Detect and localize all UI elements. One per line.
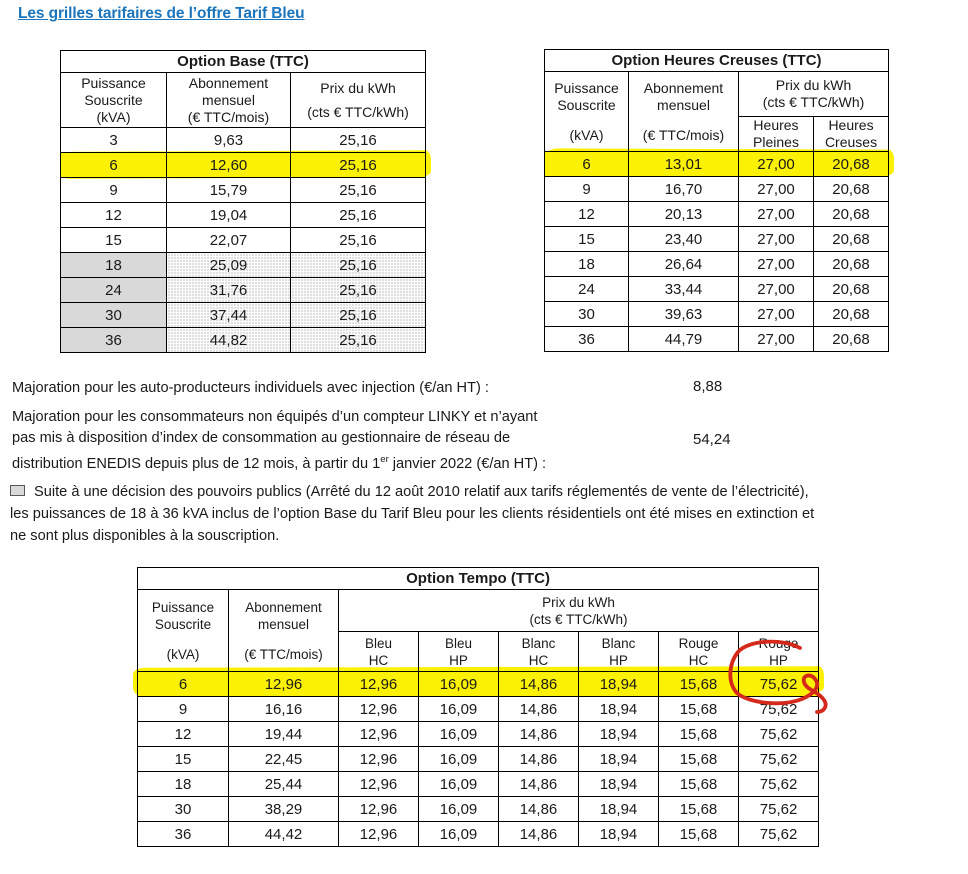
- table-row: [61, 178, 426, 203]
- table-row: [61, 328, 426, 353]
- majoration-injection-text: Majoration pour les auto-producteurs individuels avec injection (€/an HT) :: [12, 380, 489, 396]
- header-line: Rouge: [758, 635, 799, 651]
- header-line: (€ TTC/mois): [244, 646, 323, 662]
- header-line: mensuel: [202, 91, 255, 108]
- header-line: Puissance: [81, 74, 146, 91]
- table-cell: 30: [61, 303, 167, 328]
- header-line: Creuses: [824, 134, 878, 150]
- header-line: Puissance: [151, 599, 215, 615]
- table-row: [138, 722, 819, 747]
- table-cell: 12,96: [339, 722, 419, 747]
- line3-pre: distribution ENEDIS depuis plus de 12 mois, à partir du 1: [12, 455, 381, 472]
- col-header-abonnement: [229, 590, 339, 672]
- header-line: (kVA): [166, 646, 200, 662]
- table-cell: 20,68: [814, 252, 889, 277]
- col-header-heures-pleines: [739, 117, 814, 152]
- col-header-blanc-hp: [579, 632, 659, 672]
- table-cell: 36: [61, 328, 167, 353]
- table-row: [138, 697, 819, 722]
- header-line: Heures: [828, 117, 874, 133]
- table-cell: 20,68: [814, 202, 889, 227]
- table-cell: 13,01: [629, 152, 739, 177]
- line3-post: janvier 2022 (€/an HT) :: [388, 455, 547, 472]
- header-line: Pleines: [753, 134, 799, 150]
- header-line: Abonnement: [245, 599, 322, 615]
- table-header-row: [138, 590, 819, 632]
- header-line: HC: [528, 652, 549, 668]
- table-row: [138, 747, 819, 772]
- table-cell: 18,94: [579, 697, 659, 722]
- extinction-note-line3: ne sont plus disponibles à la souscription.: [10, 528, 280, 544]
- table-cell: 18,94: [579, 747, 659, 772]
- table-cell: 27,00: [739, 202, 814, 227]
- table-cell: 27,00: [739, 327, 814, 352]
- table-cell: 36: [545, 327, 629, 352]
- majoration-linky-line3: [12, 449, 546, 475]
- table-cell: 25,16: [291, 153, 426, 178]
- table-title: Option Tempo (TTC): [138, 568, 819, 590]
- option-base-table: [60, 50, 426, 353]
- table-row: [138, 797, 819, 822]
- col-header-puissance: [545, 72, 629, 152]
- table-cell: 9,63: [167, 128, 291, 153]
- table-cell: 25,16: [291, 228, 426, 253]
- table-title-row: [545, 50, 889, 72]
- header-line: Prix du kWh: [320, 79, 396, 96]
- majoration-injection-paragraph: [12, 378, 489, 399]
- table-cell: 38,29: [229, 797, 339, 822]
- table-cell: 15: [545, 227, 629, 252]
- note-line1-text: Suite à une décision des pouvoirs publics (Arrêté du 12 août 2010 relatif aux tarifs réglementés de vente de l’électricité),: [34, 484, 809, 500]
- table-cell: 20,68: [814, 327, 889, 352]
- table-cell: 15: [61, 228, 167, 253]
- table-cell: 18,94: [579, 822, 659, 847]
- col-header-bleu-hp: [419, 632, 499, 672]
- table-cell: 25,16: [291, 253, 426, 278]
- header-line: Blanc: [601, 635, 636, 651]
- extinct-legend-square-icon: [10, 485, 25, 496]
- header-line: Abonnement: [188, 74, 269, 91]
- table-row: [545, 227, 889, 252]
- table-cell: 16,09: [419, 772, 499, 797]
- header-line: Heures: [753, 117, 799, 133]
- table-cell: 12,96: [339, 797, 419, 822]
- table-cell: 9: [61, 178, 167, 203]
- header-line: (kVA): [96, 108, 131, 125]
- majoration-linky-line1: Majoration pour les consommateurs non équipés d’un compteur LINKY et n’ayant: [12, 409, 538, 425]
- table-cell: 16,09: [419, 697, 499, 722]
- table-cell: 31,76: [167, 278, 291, 303]
- table-row: [545, 302, 889, 327]
- col-header-puissance: [61, 73, 167, 128]
- table-cell: 20,68: [814, 152, 889, 177]
- table-cell: 12,96: [339, 747, 419, 772]
- option-heures-creuses-table: [544, 49, 889, 352]
- table-cell: 12: [138, 722, 229, 747]
- table-row: [138, 672, 819, 697]
- table-header-row: [545, 72, 889, 117]
- table-cell: 15,79: [167, 178, 291, 203]
- table-title-row: [61, 51, 426, 73]
- header-line: Souscrite: [84, 91, 143, 108]
- table-cell: 14,86: [499, 697, 579, 722]
- header-line: HC: [688, 652, 709, 668]
- table-cell: 6: [61, 153, 167, 178]
- majoration-linky-paragraph: [12, 407, 546, 475]
- table-cell: 16,09: [419, 797, 499, 822]
- table-cell: 44,79: [629, 327, 739, 352]
- table-cell: 15,68: [659, 797, 739, 822]
- table-cell: 6: [138, 672, 229, 697]
- header-line: Puissance: [554, 79, 619, 96]
- col-header-rouge-hc: [659, 632, 739, 672]
- col-header-puissance: [138, 590, 229, 672]
- table-cell: 16,09: [419, 747, 499, 772]
- table-cell: 75,62: [739, 672, 819, 697]
- table-cell: 30: [545, 302, 629, 327]
- table-cell: 16,16: [229, 697, 339, 722]
- table-cell: 24: [61, 278, 167, 303]
- table-cell: 19,44: [229, 722, 339, 747]
- table-row: [138, 822, 819, 847]
- table-row: [61, 153, 426, 178]
- table-cell: 18,94: [579, 722, 659, 747]
- table-cell: 37,44: [167, 303, 291, 328]
- table-cell: 20,13: [629, 202, 739, 227]
- table-cell: 12: [61, 203, 167, 228]
- table-row: [61, 228, 426, 253]
- table-cell: 44,82: [167, 328, 291, 353]
- table-cell: 33,44: [629, 277, 739, 302]
- table-cell: 15,68: [659, 747, 739, 772]
- table-cell: 15,68: [659, 672, 739, 697]
- header-line: Bleu: [444, 635, 473, 651]
- table-title-row: [138, 568, 819, 590]
- table-cell: 20,68: [814, 227, 889, 252]
- line3-superscript: er: [380, 454, 389, 465]
- header-line: mensuel: [257, 616, 310, 632]
- table-cell: 12,60: [167, 153, 291, 178]
- table-cell: 14,86: [499, 797, 579, 822]
- table-cell: 12,96: [339, 822, 419, 847]
- table-row: [61, 128, 426, 153]
- table-cell: 27,00: [739, 277, 814, 302]
- header-line: Souscrite: [154, 616, 212, 632]
- table-row: [545, 177, 889, 202]
- col-header-blanc-hc: [499, 632, 579, 672]
- table-cell: 9: [138, 697, 229, 722]
- col-header-prix-kwh: [291, 73, 426, 128]
- table-cell: 27,00: [739, 177, 814, 202]
- table-cell: 27,00: [739, 152, 814, 177]
- table-cell: 14,86: [499, 672, 579, 697]
- table-cell: 14,86: [499, 822, 579, 847]
- table-cell: 14,86: [499, 772, 579, 797]
- majoration-injection-value: 8,88: [693, 378, 723, 395]
- table-row: [61, 253, 426, 278]
- table-cell: 75,62: [739, 822, 819, 847]
- header-line: HP: [449, 652, 468, 668]
- table-cell: 3: [61, 128, 167, 153]
- table-cell: 27,00: [739, 227, 814, 252]
- table-cell: 75,62: [739, 772, 819, 797]
- col-header-abonnement: [629, 72, 739, 152]
- table-cell: 24: [545, 277, 629, 302]
- table-row: [61, 278, 426, 303]
- table-cell: 14,86: [499, 747, 579, 772]
- table-cell: 25,16: [291, 128, 426, 153]
- table-cell: 6: [545, 152, 629, 177]
- header-line: HP: [769, 652, 788, 668]
- table-cell: 15,68: [659, 772, 739, 797]
- table-cell: 25,44: [229, 772, 339, 797]
- header-line: (kVA): [569, 126, 604, 143]
- table-cell: 75,62: [739, 722, 819, 747]
- header-line: mensuel: [657, 96, 710, 113]
- col-header-heures-creuses: [814, 117, 889, 152]
- header-line: Bleu: [364, 635, 393, 651]
- header-line: Rouge: [678, 635, 719, 651]
- table-cell: 18: [61, 253, 167, 278]
- table-cell: 25,16: [291, 178, 426, 203]
- table-row: [545, 152, 889, 177]
- header-line: (cts € TTC/kWh): [529, 611, 628, 627]
- option-tempo-table: [137, 567, 819, 847]
- table-cell: 15,68: [659, 722, 739, 747]
- table-cell: 22,45: [229, 747, 339, 772]
- col-header-bleu-hc: [339, 632, 419, 672]
- header-line: HC: [368, 652, 389, 668]
- header-line: Souscrite: [557, 96, 616, 113]
- table-cell: 75,62: [739, 797, 819, 822]
- table-cell: 16,09: [419, 722, 499, 747]
- table-row: [61, 303, 426, 328]
- table-cell: 12,96: [339, 697, 419, 722]
- table-cell: 18: [545, 252, 629, 277]
- majoration-linky-value: 54,24: [693, 431, 731, 448]
- table-cell: 12,96: [339, 672, 419, 697]
- table-cell: 20,68: [814, 277, 889, 302]
- table-cell: 30: [138, 797, 229, 822]
- extinction-note-line1: [10, 481, 814, 503]
- header-line: (€ TTC/mois): [642, 126, 725, 143]
- majoration-linky-line2: pas mis à disposition d’index de consommation au gestionnaire de réseau de: [12, 430, 511, 446]
- table-row: [138, 772, 819, 797]
- table-cell: 25,16: [291, 203, 426, 228]
- table-cell: 39,63: [629, 302, 739, 327]
- col-header-rouge-hp: [739, 632, 819, 672]
- header-line: Blanc: [521, 635, 556, 651]
- table-cell: 75,62: [739, 747, 819, 772]
- page-title-link[interactable]: Les grilles tarifaires de l’offre Tarif Bleu: [18, 5, 305, 22]
- table-cell: 44,42: [229, 822, 339, 847]
- table-cell: 9: [545, 177, 629, 202]
- table-cell: 14,86: [499, 722, 579, 747]
- table-cell: 22,07: [167, 228, 291, 253]
- table-cell: 16,09: [419, 822, 499, 847]
- table-row: [545, 277, 889, 302]
- header-line: Prix du kWh: [775, 77, 852, 93]
- extinction-note-paragraph: [10, 481, 814, 547]
- table-cell: 36: [138, 822, 229, 847]
- table-cell: 20,68: [814, 177, 889, 202]
- header-line: (cts € TTC/kWh): [762, 94, 865, 110]
- table-cell: 27,00: [739, 252, 814, 277]
- table-row: [61, 203, 426, 228]
- table-cell: 18,94: [579, 672, 659, 697]
- table-title: Option Heures Creuses (TTC): [545, 50, 889, 72]
- table-cell: 12: [545, 202, 629, 227]
- table-row: [545, 202, 889, 227]
- table-row: [545, 327, 889, 352]
- header-line: Abonnement: [643, 79, 724, 96]
- table-cell: 27,00: [739, 302, 814, 327]
- table-cell: 26,64: [629, 252, 739, 277]
- table-cell: 19,04: [167, 203, 291, 228]
- table-cell: 25,16: [291, 303, 426, 328]
- table-cell: 20,68: [814, 302, 889, 327]
- col-header-prix-kwh: [339, 590, 819, 632]
- table-cell: 18,94: [579, 797, 659, 822]
- table-cell: 15,68: [659, 697, 739, 722]
- table-cell: 15,68: [659, 822, 739, 847]
- table-cell: 18,94: [579, 772, 659, 797]
- table-cell: 25,09: [167, 253, 291, 278]
- col-header-abonnement: [167, 73, 291, 128]
- header-line: (cts € TTC/kWh): [307, 103, 409, 120]
- table-cell: 12,96: [229, 672, 339, 697]
- table-cell: 75,62: [739, 697, 819, 722]
- table-title: Option Base (TTC): [61, 51, 426, 73]
- table-cell: 12,96: [339, 772, 419, 797]
- table-cell: 15: [138, 747, 229, 772]
- table-cell: 16,70: [629, 177, 739, 202]
- extinction-note-line2: les puissances de 18 à 36 kVA inclus de l’option Base du Tarif Bleu pour les clients résidentiels ont été mises en extinction et: [10, 506, 815, 522]
- table-cell: 18: [138, 772, 229, 797]
- table-cell: 25,16: [291, 278, 426, 303]
- header-line: Prix du kWh: [542, 594, 615, 610]
- table-header-row: [61, 73, 426, 128]
- table-cell: 16,09: [419, 672, 499, 697]
- table-cell: 25,16: [291, 328, 426, 353]
- table-cell: 23,40: [629, 227, 739, 252]
- col-header-prix-kwh: [739, 72, 889, 117]
- header-line: (€ TTC/mois): [187, 108, 270, 125]
- header-line: HP: [609, 652, 628, 668]
- table-row: [545, 252, 889, 277]
